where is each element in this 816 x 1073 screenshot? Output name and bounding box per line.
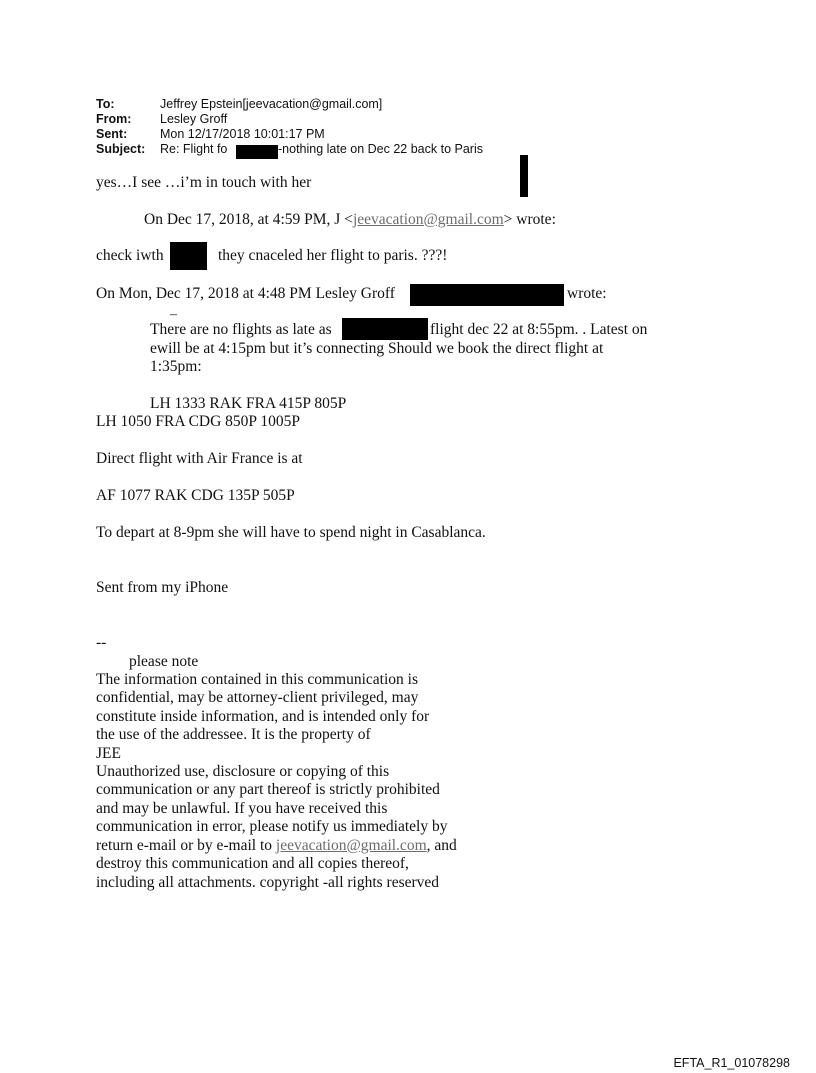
disclaimer-line: Unauthorized use, disclosure or copying of this — [96, 763, 390, 780]
from-label: From: — [96, 112, 132, 126]
subject-value-end: -nothing late on Dec 22 back to Paris — [278, 142, 483, 156]
disclaimer-line: JEE — [96, 745, 121, 762]
email-link[interactable]: jeevacation@gmail.com — [352, 211, 504, 228]
signature-dashes: -- — [96, 634, 107, 651]
subject-value-start: Re: Flight fo — [160, 142, 228, 156]
to-value: Jeffrey Epstein[jeevacation@gmail.com] — [160, 97, 383, 111]
redaction-block — [520, 155, 528, 197]
flights-line-1-end: flight dec 22 at 8:55pm. . Latest on — [430, 321, 648, 338]
redaction-block — [342, 318, 428, 340]
subject-label: Subject: — [96, 142, 146, 156]
quote1-prefix: On Dec 17, 2018, at 4:59 PM, J < — [144, 211, 353, 228]
disclaimer-line: The information contained in this communication is — [96, 671, 418, 688]
flights-line-3: 1:35pm: — [150, 358, 202, 375]
from-value: Lesley Groff — [160, 112, 228, 126]
disclaimer-line: communication in error, please notify us immediately by — [96, 818, 448, 835]
disclaimer-line: the use of the addressee. It is the property of — [96, 726, 371, 743]
document-id: EFTA_R1_01078298 — [673, 1056, 790, 1070]
check-line-end: they cnaceled her flight to paris. ???! — [218, 247, 448, 264]
quoted-header-1 — [144, 211, 556, 229]
disclaimer-return-line — [96, 837, 457, 855]
sent-value: Mon 12/17/2018 10:01:17 PM — [160, 127, 325, 141]
disclaimer-line: and may be unlawful. If you have received this — [96, 800, 388, 817]
redaction-block — [410, 284, 564, 306]
check-line-start: check iwth — [96, 247, 164, 264]
return-prefix: return e-mail or by e-mail to — [96, 837, 276, 854]
sent-label: Sent: — [96, 127, 128, 141]
casablanca-text: To depart at 8-9pm she will have to spend night in Casablanca. — [96, 524, 486, 541]
flight-lh-1050: LH 1050 FRA CDG 850P 1005P — [96, 413, 300, 430]
flights-line-2: ewill be at 4:15pm but it’s connecting Should we book the direct flight at — [150, 340, 604, 357]
return-suffix: , and — [426, 837, 457, 854]
flights-line-1-start: There are no flights as late as — [150, 321, 332, 338]
quote1-suffix: > wrote: — [503, 211, 556, 228]
disclaimer-line: confidential, may be attorney-client privileged, may — [96, 689, 419, 706]
redaction-block — [236, 145, 278, 159]
disclaimer-line: including all attachments. copyright -all rights reserved — [96, 874, 440, 891]
redaction-block — [170, 242, 207, 270]
disclaimer-line: constitute inside information, and is intended only for — [96, 708, 430, 725]
please-note: please note — [129, 653, 199, 670]
quoted-header-2-suffix: wrote: — [567, 285, 607, 302]
email-header — [96, 97, 596, 159]
dash-mark: – — [170, 307, 177, 322]
direct-flight-text: Direct flight with Air France is at — [96, 450, 303, 467]
sent-from-iphone: Sent from my iPhone — [96, 579, 229, 596]
to-label: To: — [96, 97, 115, 111]
flight-af-1077: AF 1077 RAK CDG 135P 505P — [96, 487, 295, 504]
email-link[interactable]: jeevacation@gmail.com — [275, 837, 427, 854]
flight-lh-1333: LH 1333 RAK FRA 415P 805P — [150, 395, 347, 412]
reply-line: yes…I see …i’m in touch with her — [96, 174, 312, 191]
quoted-header-2: On Mon, Dec 17, 2018 at 4:48 PM Lesley Groff — [96, 285, 395, 302]
disclaimer-line: destroy this communication and all copies thereof, — [96, 855, 409, 872]
disclaimer-line: communication or any part thereof is strictly prohibited — [96, 781, 440, 798]
